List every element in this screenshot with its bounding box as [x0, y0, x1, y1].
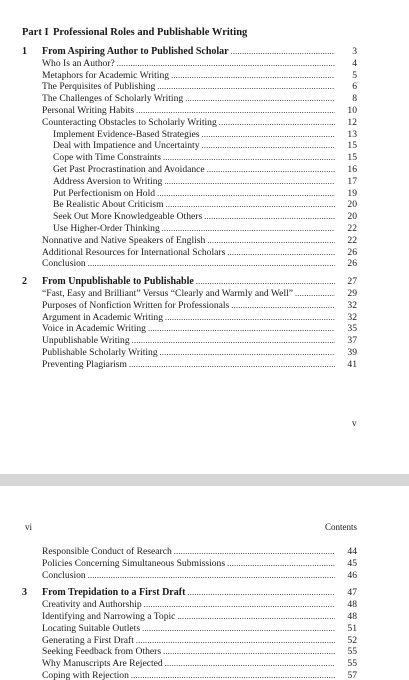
toc-entry[interactable] [0, 70, 409, 82]
entry-page-number: 55 [347, 646, 357, 658]
entry-title: The Perquisites of Publishing [42, 81, 156, 93]
dot-leader [207, 235, 335, 247]
entry-page-number: 16 [347, 163, 357, 175]
entry-page-number: 41 [347, 358, 357, 370]
entry-page-number: 32 [347, 311, 357, 323]
toc-entry[interactable] [0, 359, 409, 371]
toc-entry[interactable] [0, 152, 409, 164]
toc-chapter-entry[interactable] [0, 46, 409, 58]
entry-title: Use Higher-Order Thinking [53, 222, 160, 234]
entry-leader-line [42, 276, 335, 288]
entry-title: Policies Concerning Simultaneous Submissions [42, 557, 226, 569]
entry-leader-line [42, 646, 335, 658]
entry-title: Argument in Academic Writing [42, 311, 164, 323]
dot-leader [219, 117, 335, 129]
entry-page-number: 4 [352, 57, 357, 69]
entry-page-number: 45 [347, 557, 357, 569]
part-label: Part I [22, 27, 49, 38]
dot-leader [202, 129, 335, 141]
entry-leader-line [42, 623, 335, 635]
toc-entry[interactable] [0, 188, 409, 200]
entry-page-number: 10 [347, 104, 357, 116]
entry-page-number: 29 [347, 287, 357, 299]
entry-page-number: 48 [347, 610, 357, 622]
entry-title: Creativity and Authorship [42, 599, 142, 611]
dot-leader [142, 623, 335, 635]
dot-leader [162, 223, 335, 235]
entry-page-number: 48 [347, 599, 357, 611]
toc-entry[interactable] [0, 335, 409, 347]
toc-entry[interactable] [0, 199, 409, 211]
entry-page-number: 47 [347, 587, 357, 599]
toc-entry[interactable] [0, 105, 409, 117]
entry-page-number: 27 [347, 276, 357, 288]
entry-page-number: 51 [347, 622, 357, 634]
dot-leader [164, 176, 335, 188]
entry-title: Locating Suitable Outlets [42, 622, 141, 634]
entry-title: Preventing Plagiarism [42, 358, 127, 370]
entry-title: Put Perfectionism on Hold [53, 187, 156, 199]
entry-leader-line [42, 558, 335, 570]
entry-title: Seek Out More Knowledgeable Others [53, 211, 203, 223]
dot-leader [171, 70, 335, 82]
entry-page-number: 46 [347, 569, 357, 581]
running-head: Contents [324, 522, 357, 532]
entry-page-number: 22 [347, 222, 357, 234]
dot-leader [136, 105, 335, 117]
entry-title: Who Is an Author? [42, 57, 115, 69]
entry-leader-line [42, 235, 335, 247]
entry-title: Voice in Academic Writing [42, 323, 146, 335]
entry-page-number: 55 [347, 658, 357, 670]
entry-leader-line [42, 93, 335, 105]
dot-leader [231, 46, 335, 58]
toc-entry[interactable] [0, 288, 409, 300]
entry-leader-line [42, 323, 335, 335]
dot-leader [166, 199, 335, 211]
entry-page-number: 6 [352, 81, 357, 93]
entry-page-number: 39 [347, 346, 357, 358]
dot-leader [196, 276, 335, 288]
chapter-number: 2 [22, 276, 27, 288]
entry-page-number: 5 [352, 69, 357, 81]
entry-leader-line [53, 176, 335, 188]
entry-page-number: 19 [347, 187, 357, 199]
entry-leader-line [53, 152, 335, 164]
entry-title: Implement Evidence-Based Strategies [53, 128, 200, 140]
dot-leader [202, 140, 335, 152]
toc-entry[interactable] [0, 223, 409, 235]
entry-leader-line [42, 670, 335, 680]
toc-entry[interactable] [0, 323, 409, 335]
entry-title: Publishable Scholarly Writing [42, 346, 158, 358]
entry-page-number: 20 [347, 211, 357, 223]
entry-title: Generating a First Draft [42, 634, 134, 646]
dot-leader [129, 359, 335, 371]
entry-title: From Trepidation to a First Draft [42, 587, 186, 599]
entry-leader-line [53, 188, 335, 200]
dot-leader [295, 288, 335, 300]
entry-page-number: 32 [347, 299, 357, 311]
entry-leader-line [42, 587, 335, 599]
entry-title: The Challenges of Scholarly Writing [42, 93, 184, 105]
entry-leader-line [42, 611, 335, 623]
chapter-number: 3 [22, 587, 27, 599]
entry-leader-line [42, 81, 335, 93]
toc-entry[interactable] [0, 611, 409, 623]
toc-chapter-entry[interactable] [0, 276, 409, 288]
entry-title: Conclusion [42, 258, 86, 270]
entry-leader-line [42, 58, 335, 70]
entry-title: Personal Writing Habits [42, 104, 135, 116]
chapter-number: 1 [22, 46, 27, 57]
dot-leader [231, 300, 335, 312]
dot-leader [160, 347, 335, 359]
entry-leader-line [42, 599, 335, 611]
page-folio: v [352, 418, 357, 428]
toc-entry[interactable] [0, 546, 409, 558]
entry-title: Deal with Impatience and Uncertainty [53, 140, 200, 152]
dot-leader [157, 81, 335, 93]
entry-title: “Fast, Easy and Brilliant” Versus “Clearly and Warmly and Well” [42, 287, 294, 299]
entry-page-number: 3 [352, 46, 357, 57]
toc-list-page-v [0, 46, 409, 371]
entry-leader-line [42, 288, 335, 300]
toc-entry[interactable] [0, 635, 409, 647]
toc-entry[interactable] [0, 93, 409, 105]
toc-entry[interactable] [0, 211, 409, 223]
entry-leader-line [42, 335, 335, 347]
dot-leader [157, 188, 335, 200]
dot-leader [136, 635, 335, 647]
entry-title: Identifying and Narrowing a Topic [42, 610, 176, 622]
entry-leader-line [42, 359, 335, 371]
entry-title: Unpublishable Writing [42, 335, 130, 347]
entry-page-number: 22 [347, 234, 357, 246]
entry-title: Address Aversion to Writing [53, 175, 163, 187]
dot-leader [148, 323, 335, 335]
entry-leader-line [53, 164, 335, 176]
entry-page-number: 44 [347, 546, 357, 557]
entry-leader-line [42, 300, 335, 312]
toc-entry[interactable] [0, 570, 409, 582]
entry-page-number: 17 [347, 175, 357, 187]
entry-page-number: 12 [347, 116, 357, 128]
toc-entry[interactable] [0, 129, 409, 141]
entry-page-number: 8 [352, 93, 357, 105]
part-heading [22, 27, 247, 38]
entry-leader-line [42, 70, 335, 82]
entry-title: Nonnative and Native Speakers of English [42, 234, 206, 246]
entry-title: Purposes of Nonfiction Written for Professionals [42, 299, 230, 311]
toc-entry[interactable] [0, 247, 409, 259]
entry-page-number: 52 [347, 634, 357, 646]
dot-leader [163, 152, 335, 164]
entry-leader-line [53, 199, 335, 211]
dot-leader [204, 211, 335, 223]
entry-title: Get Past Procrastination and Avoidance [53, 163, 205, 175]
entry-leader-line [42, 258, 335, 270]
toc-entry[interactable] [0, 670, 409, 680]
entry-page-number: 37 [347, 335, 357, 347]
entry-leader-line [42, 658, 335, 670]
entry-leader-line [53, 129, 335, 141]
entry-page-number: 15 [347, 140, 357, 152]
page-vi [0, 486, 409, 680]
toc-entry[interactable] [0, 176, 409, 188]
toc-entry[interactable] [0, 599, 409, 611]
dot-leader [163, 646, 335, 658]
toc-entry[interactable] [0, 235, 409, 247]
entry-leader-line [53, 140, 335, 152]
dot-leader [165, 658, 335, 670]
entry-leader-line [42, 105, 335, 117]
toc-entry[interactable] [0, 117, 409, 129]
entry-page-number: 26 [347, 246, 357, 258]
dot-leader [187, 587, 335, 599]
entry-page-number: 15 [347, 152, 357, 164]
entry-title: Be Realistic About Criticism [53, 199, 164, 211]
toc-entry[interactable] [0, 258, 409, 270]
entry-page-number: 57 [347, 669, 357, 680]
toc-entry[interactable] [0, 312, 409, 324]
entry-title: Responsible Conduct of Research [42, 546, 172, 557]
toc-entry[interactable] [0, 658, 409, 670]
part-title: Professional Roles and Publishable Writing [53, 27, 248, 38]
dot-leader [88, 258, 335, 270]
dot-leader [144, 599, 335, 611]
toc-entry[interactable] [0, 623, 409, 635]
toc-entry[interactable] [0, 646, 409, 658]
dot-leader [88, 570, 335, 582]
dot-leader [131, 670, 335, 680]
entry-title: Counteracting Obstacles to Scholarly Writing [42, 116, 217, 128]
entry-leader-line [42, 347, 335, 359]
entry-title: From Unpublishable to Publishable [42, 276, 194, 288]
dot-leader [227, 558, 335, 570]
toc-entry[interactable] [0, 558, 409, 570]
entry-page-number: 20 [347, 199, 357, 211]
entry-leader-line [42, 312, 335, 324]
toc-list-page-vi [0, 546, 409, 680]
entry-leader-line [42, 247, 335, 259]
entry-title: Metaphors for Academic Writing [42, 69, 170, 81]
toc-entry[interactable] [0, 300, 409, 312]
toc-entry[interactable] [0, 140, 409, 152]
dot-leader [117, 58, 335, 70]
entry-title: Coping with Rejection [42, 669, 129, 680]
entry-leader-line [42, 546, 335, 558]
dot-leader [132, 335, 335, 347]
dot-leader [174, 546, 335, 558]
entry-leader-line [42, 46, 335, 58]
dot-leader [207, 164, 335, 176]
dot-leader [185, 93, 335, 105]
page-folio: vi [25, 522, 33, 532]
entry-leader-line [42, 570, 335, 582]
dot-leader [165, 312, 335, 324]
toc-entry[interactable] [0, 58, 409, 70]
entry-page-number: 35 [347, 323, 357, 335]
entry-leader-line [42, 117, 335, 129]
entry-leader-line [42, 635, 335, 647]
toc-chapter-entry[interactable] [0, 587, 409, 599]
entry-title: From Aspiring Author to Published Scholar [42, 46, 229, 57]
entry-leader-line [53, 223, 335, 235]
entry-title: Why Manuscripts Are Rejected [42, 658, 163, 670]
dot-leader [227, 247, 335, 259]
entry-page-number: 13 [347, 128, 357, 140]
toc-entry[interactable] [0, 164, 409, 176]
entry-title: Cope with Time Constraints [53, 152, 161, 164]
entry-title: Seeking Feedback from Others [42, 646, 162, 658]
toc-entry[interactable] [0, 81, 409, 93]
entry-title: Conclusion [42, 569, 86, 581]
entry-page-number: 26 [347, 258, 357, 270]
entry-leader-line [53, 211, 335, 223]
entry-title: Additional Resources for International Scholars [42, 246, 226, 258]
toc-entry[interactable] [0, 347, 409, 359]
dot-leader [177, 611, 335, 623]
